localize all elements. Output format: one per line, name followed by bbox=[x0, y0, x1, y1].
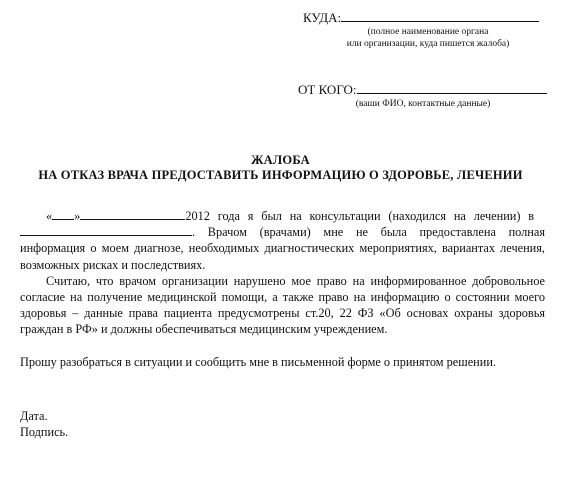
recipient-blank-line[interactable] bbox=[341, 9, 539, 22]
document-title: ЖАЛОБА bbox=[251, 153, 310, 167]
organization-blank[interactable] bbox=[20, 224, 192, 236]
paragraph-1-lead: 2012 года я был на консультации (находился на лечении) bbox=[185, 209, 521, 223]
quote-open: « bbox=[46, 209, 53, 223]
signature-label: Подпись. bbox=[20, 425, 69, 440]
document-body bbox=[20, 208, 545, 440]
paragraph-3: Прошу разобраться в ситуации и сообщить мне в письменной форме о принятом решении. bbox=[20, 354, 496, 369]
paragraph-1-text: . Врачом (врачами) мне не была предоставлена полная информация о моем диагнозе, необходимых диагностических мероприятиях, вариантах лечения, возможных рисках и последствиях. bbox=[20, 225, 545, 272]
in-word: в bbox=[528, 209, 535, 223]
recipient-hint-1: (полное наименование органа bbox=[367, 27, 489, 37]
paragraph-2: Считаю, что врачом организации нарушено мое право на информированное добровольное согласие на получение медицинской помощи, а также право на информацию о состоянии моего здоровья – данные права пациента предусмотрены ст.20, 22 ФЗ «Об основах охраны здоровья граждан в РФ» и должны обеспечиваться медицинским учреждением. bbox=[20, 273, 545, 337]
recipient-label: КУДА: bbox=[303, 10, 342, 25]
day-blank[interactable] bbox=[52, 208, 74, 220]
date-label: Дата. bbox=[20, 408, 48, 423]
paragraph-1 bbox=[20, 208, 545, 273]
recipient-hint-2: или организации, куда пишется жалоба) bbox=[346, 39, 510, 49]
sender-blank-line[interactable] bbox=[357, 81, 547, 94]
sender-hint: (ваши ФИО, контактные данные) bbox=[355, 99, 491, 109]
month-blank[interactable] bbox=[80, 208, 185, 220]
sender-block bbox=[298, 81, 548, 110]
quote-close: » bbox=[74, 209, 81, 223]
recipient-block bbox=[303, 9, 553, 50]
sender-label: ОТ КОГО: bbox=[298, 82, 357, 97]
document-subtitle: НА ОТКАЗ ВРАЧА ПРЕДОСТАВИТЬ ИНФОРМАЦИЮ О ЗДОРОВЬЕ, ЛЕЧЕНИИ bbox=[38, 168, 523, 182]
